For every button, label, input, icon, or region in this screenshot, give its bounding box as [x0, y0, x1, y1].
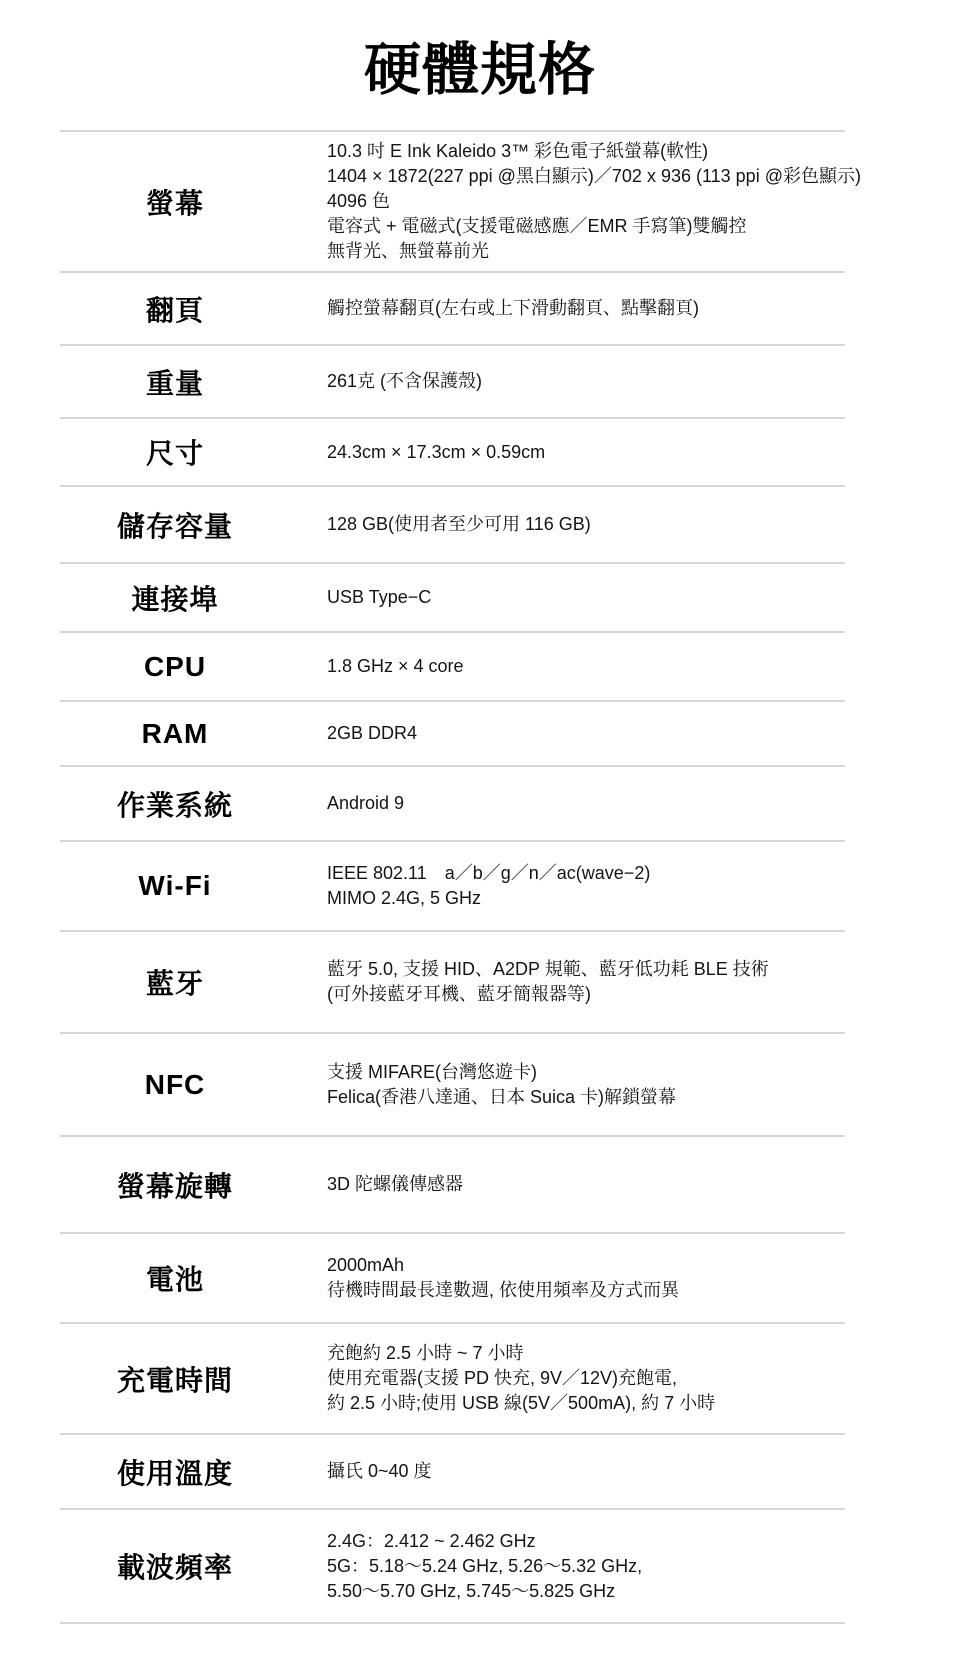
spec-value-line: 4096 色	[327, 191, 391, 211]
spec-label-os: 作業系統	[116, 789, 233, 821]
spec-value-line: 約 2.5 小時;使用 USB 線(5V／500mA), 約 7 小時	[327, 1393, 716, 1413]
spec-value-dimensions	[327, 440, 545, 465]
spec-value-line: 2.4G：2.412 ~ 2.462 GHz	[327, 1530, 536, 1551]
spec-row-battery	[60, 1232, 845, 1322]
spec-value-charging-time	[327, 1341, 715, 1416]
spec-value-line: 5.50〜5.70 GHz, 5.745〜5.825 GHz	[327, 1580, 616, 1601]
spec-value-line: 藍牙 5.0, 支援 HID、A2DP 規範、藍牙低功耗 BLE 技術	[327, 959, 769, 979]
spec-row-wifi	[60, 840, 845, 930]
spec-value-line: 支援 MIFARE(台灣悠遊卡)	[327, 1061, 537, 1082]
spec-row-nfc	[60, 1032, 845, 1135]
spec-value-line: 128 GB(使用者至少可用 116 GB)	[327, 514, 591, 534]
spec-label-storage: 儲存容量	[116, 510, 233, 542]
spec-row-weight	[60, 344, 845, 417]
spec-label-bluetooth: 藍牙	[145, 968, 204, 999]
spec-value-weight	[327, 369, 482, 394]
spec-value-operating-temperature	[327, 1459, 432, 1484]
spec-row-ram	[60, 700, 845, 765]
spec-row-os	[60, 765, 845, 840]
spec-row-operating-temperature	[60, 1433, 845, 1508]
spec-value-line: 觸控螢幕翻頁(左右或上下滑動翻頁、點擊翻頁)	[327, 298, 699, 318]
spec-label-page-turn: 翻頁	[145, 294, 204, 326]
spec-value-line: MIMO 2.4G, 5 GHz	[327, 888, 482, 908]
spec-value-wifi	[327, 861, 650, 911]
spec-value-page-turn	[327, 296, 699, 321]
spec-value-cpu	[327, 654, 464, 679]
spec-value-line: (可外接藍牙耳機、藍牙簡報器等)	[327, 984, 591, 1004]
spec-row-cpu	[60, 631, 845, 700]
spec-value-ram	[327, 721, 417, 746]
spec-value-os	[327, 791, 404, 816]
spec-label-wifi: Wi-Fi	[138, 870, 212, 901]
spec-label-weight: 重量	[145, 367, 204, 399]
spec-value-line: 充飽約 2.5 小時 ~ 7 小時	[327, 1343, 524, 1363]
spec-row-charging-time	[60, 1322, 845, 1433]
spec-label-cpu: CPU	[143, 650, 207, 682]
spec-value-battery	[327, 1253, 679, 1303]
spec-label-port: 連接埠	[131, 583, 219, 615]
spec-table	[60, 130, 861, 1624]
spec-value-line: 攝氏 0~40 度	[327, 1461, 432, 1481]
spec-value-line: Android 9	[327, 793, 405, 813]
spec-value-bluetooth	[327, 957, 769, 1007]
spec-value-line: 3D 陀螺儀傳感器	[327, 1174, 464, 1194]
spec-label-battery: 電池	[145, 1264, 204, 1295]
spec-value-line: IEEE 802.11 a／b／g／n／ac(wave−2)	[327, 863, 651, 883]
spec-value-rotation	[327, 1172, 463, 1197]
spec-label-operating-temperature: 使用溫度	[116, 1457, 233, 1489]
spec-value-line: 電容式 + 電磁式(支援電磁感應／EMR 手寫筆)雙觸控	[327, 216, 747, 236]
spec-value-line: Felica(香港八達通、日本 Suica 卡)解鎖螢幕	[327, 1086, 677, 1107]
spec-value-line: 1.8 GHz × 4 core	[327, 656, 464, 676]
spec-value-line: 1404 × 1872(227 ppi @黑白顯示)／702 x 936 (113 ppi @彩色顯示)	[327, 166, 861, 186]
spec-value-line: 24.3cm × 17.3cm × 0.59cm	[327, 441, 546, 462]
spec-label-rotation: 螢幕旋轉	[116, 1170, 233, 1202]
spec-row-carrier-frequency	[60, 1508, 845, 1622]
spec-row-bluetooth	[60, 930, 845, 1032]
spec-row-port	[60, 562, 845, 631]
spec-value-nfc	[327, 1060, 676, 1110]
spec-value-carrier-frequency	[327, 1529, 642, 1604]
spec-value-port	[327, 585, 431, 610]
spec-value-line: 261克 (不含保護殼)	[327, 371, 483, 391]
spec-label-carrier-frequency: 載波頻率	[116, 1552, 233, 1583]
spec-row-screen	[60, 130, 861, 271]
spec-row-dimensions	[60, 417, 845, 485]
spec-value-storage	[327, 512, 591, 537]
spec-label-ram: RAM	[141, 717, 209, 749]
spec-value-line: USB Type−C	[327, 587, 432, 607]
spec-row-storage	[60, 485, 845, 562]
spec-label-dimensions: 尺寸	[145, 438, 204, 469]
spec-value-line: 10.3 吋 E Ink Kaleido 3™ 彩色電子紙螢幕(軟性)	[327, 141, 709, 161]
spec-value-line: 待機時間最長達數週, 依使用頻率及方式而異	[327, 1280, 679, 1300]
spec-row-page-turn	[60, 271, 845, 344]
spec-value-screen	[327, 139, 861, 264]
spec-value-line: 2000mAh	[327, 1255, 405, 1275]
page-title: 硬體規格	[364, 38, 596, 102]
spec-value-line: 使用充電器(支援 PD 快充, 9V／12V)充飽電,	[327, 1368, 678, 1388]
spec-value-line: 5G：5.18〜5.24 GHz, 5.26〜5.32 GHz,	[327, 1555, 643, 1576]
spec-value-line: 無背光、無螢幕前光	[327, 241, 489, 261]
spec-value-line: 2GB DDR4	[327, 723, 418, 743]
spec-label-charging-time: 充電時間	[116, 1364, 233, 1396]
spec-row-rotation	[60, 1135, 845, 1232]
spec-label-screen: 螢幕	[145, 187, 204, 219]
spec-label-nfc: NFC	[144, 1068, 206, 1100]
